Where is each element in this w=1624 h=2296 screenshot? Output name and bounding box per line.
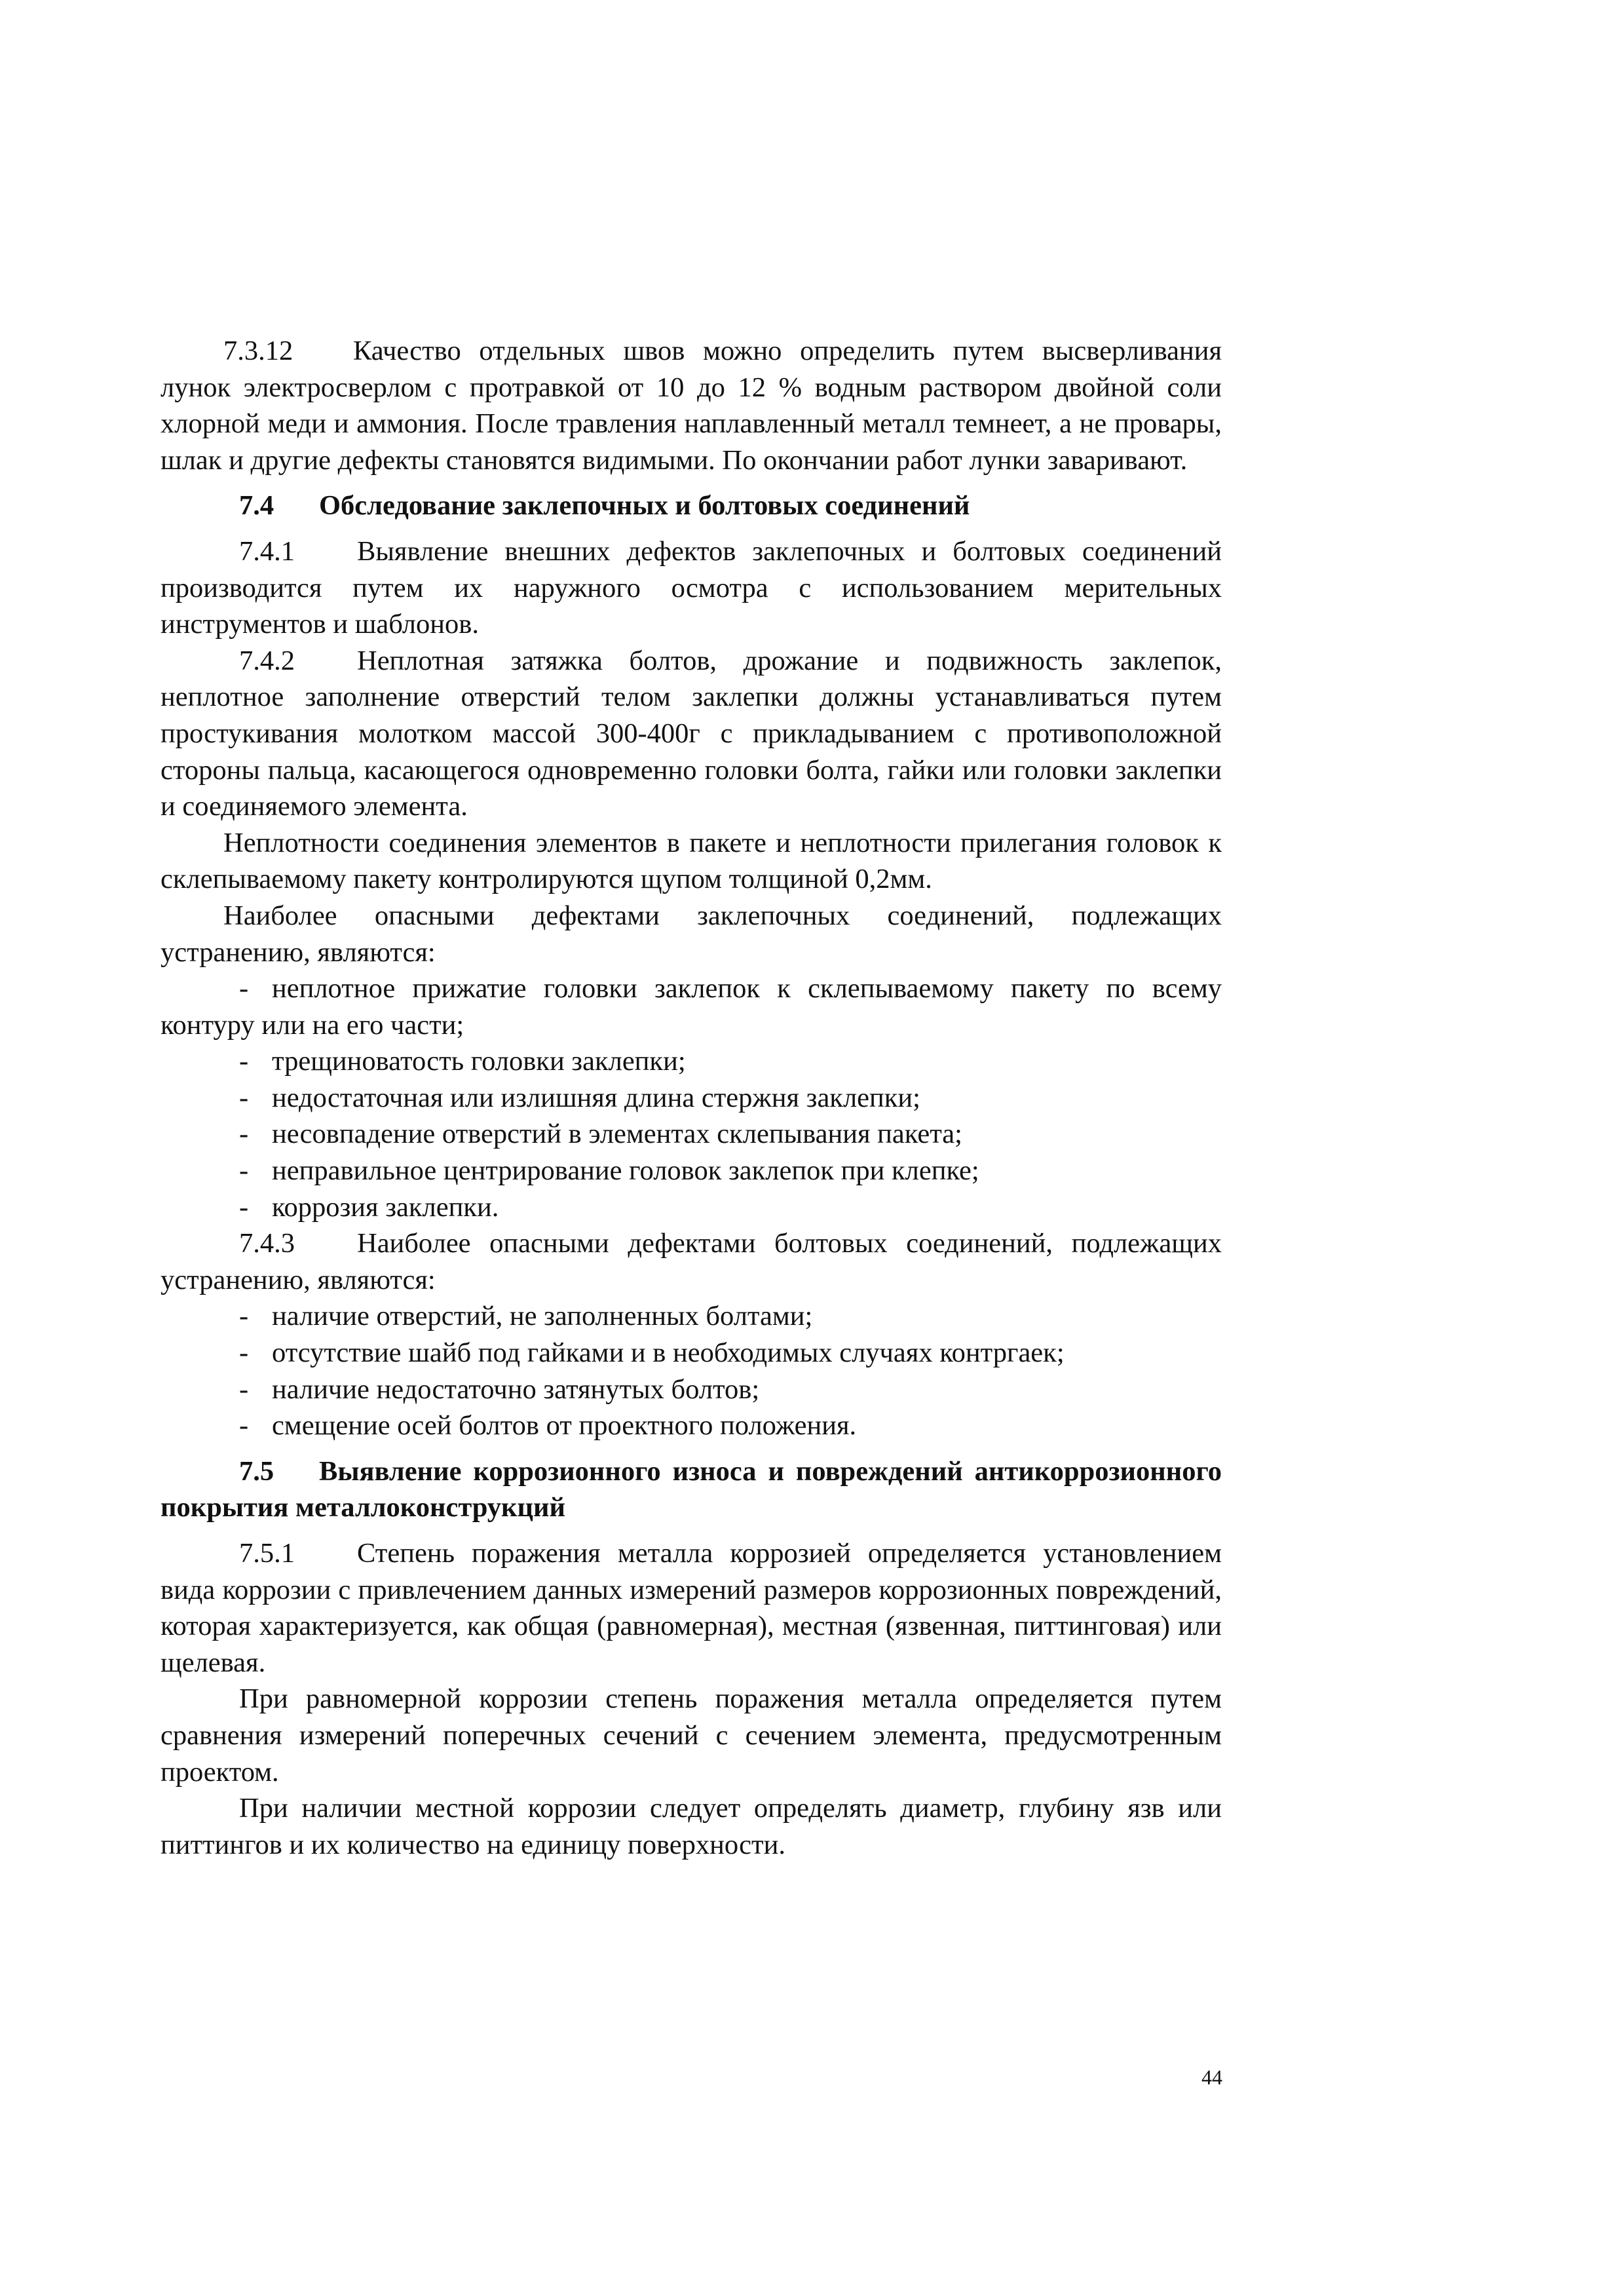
list-item-text: трещиноватость головки заклепки; [272, 1046, 686, 1077]
list-item [161, 1116, 1222, 1153]
list-dash: - [239, 1191, 249, 1223]
list-dash: - [239, 1410, 249, 1442]
clause-number: 7.5.1 [239, 1538, 295, 1569]
paragraph-7-5-1 [161, 1535, 1222, 1681]
clause-text: Неплотная затяжка болтов, дрожание и подвижность заклепок, неплотное заполнение отверстий телом заклепки должны устанавливаться путем простукивания молотком массой 300-400г с прикладыванием с противоположной стороны пальца, касающегося одновременно головки болта, гайки или головки заклепки и соединяемого элемента. [161, 645, 1222, 822]
clause-number: 7.4.1 [239, 535, 295, 567]
page-number: 44 [1201, 2065, 1222, 2089]
paragraph-uniform-corrosion: При равномерной коррозии степень поражения металла определяется путем сравнения измерений поперечных сечений с сечением элемента, предусмотренным проектом. [161, 1683, 1222, 1788]
document-body [161, 333, 1222, 1863]
paragraph-7-4-3 [161, 1225, 1222, 1298]
list-item [161, 1189, 1222, 1226]
list-dash: - [239, 1337, 249, 1369]
list-item [161, 1153, 1222, 1189]
paragraph-local-corrosion: При наличии местной коррозии следует определять диаметр, глубину язв или питтингов и их количество на единицу поверхности. [161, 1793, 1222, 1860]
paragraph-7-4-2 [161, 643, 1222, 825]
bolt-defects-list [161, 1298, 1222, 1444]
list-item-text: недостаточная или излишняя длина стержня заклепки; [272, 1082, 920, 1113]
clause-text: Наиболее опасными дефектами болтовых соединений, подлежащих устранению, являются: [161, 1228, 1222, 1295]
list-dash: - [239, 1082, 249, 1113]
clause-text: Степень поражения металла коррозией определяется установлением вида коррозии с привлечением данных измерений размеров коррозионных повреждений, которая характеризуется, как общая (равномерная), местная (язвенная, питтинговая) или щелевая. [161, 1538, 1222, 1678]
section-title: Выявление коррозионного износа и повреждений антикоррозионного покрытия металлоконструкций [161, 1455, 1222, 1523]
clause-text: Выявление внешних дефектов заклепочных и болтовых соединений производится путем их наружного осмотра с использованием мерительных инструментов и шаблонов. [161, 535, 1222, 640]
list-item-text: наличие отверстий, не заполненных болтами; [272, 1301, 813, 1332]
list-item-text: отсутствие шайб под гайками и в необходимых случаях контргаек; [272, 1337, 1065, 1369]
paragraph-7-3-12 [161, 333, 1222, 478]
list-dash: - [239, 1046, 249, 1077]
list-item-text: несовпадение отверстий в элементах склепывания пакета; [272, 1119, 962, 1150]
list-item-text: смещение осей болтов от проектного положения. [272, 1410, 857, 1442]
section-heading-7-4 [161, 488, 1222, 524]
list-item [161, 1371, 1222, 1408]
rivet-defects-list [161, 970, 1222, 1225]
list-dash: - [239, 1119, 249, 1150]
list-dash: - [239, 1301, 249, 1332]
list-item [161, 1080, 1222, 1117]
list-item-text: неплотное прижатие головки заклепок к склепываемому пакету по всему контуру или на его части; [161, 973, 1222, 1041]
section-number: 7.4 [239, 490, 274, 522]
list-item [161, 1298, 1222, 1335]
section-number: 7.5 [239, 1455, 274, 1487]
paragraph-7-4-1 [161, 533, 1222, 643]
list-item [161, 1043, 1222, 1080]
paragraph-leaks: Неплотности соединения элементов в пакете и неплотности прилегания головок к склепываемому пакету контролируются щупом толщиной 0,2мм. [161, 827, 1222, 895]
section-title: Обследование заклепочных и болтовых соединений [319, 490, 970, 522]
list-dash: - [239, 1373, 249, 1405]
clause-text: Качество отдельных швов можно определить путем высверливания лунок электросверлом с протравкой от 10 до 12 % водным раствором двойной соли хлорной меди и аммония. После травления наплавленный металл темнеет, а не провары, шлак и другие дефекты становятся видимыми. По окончании работ лунки заваривают. [161, 335, 1222, 476]
list-item-text: неправильное центрирование головок заклепок при клепке; [272, 1155, 979, 1187]
clause-number: 7.4.3 [239, 1228, 295, 1259]
paragraph-rivet-defects-intro: Наиболее опасными дефектами заклепочных соединений, подлежащих устранению, являются: [161, 900, 1222, 968]
list-item [161, 1407, 1222, 1444]
section-heading-7-5 [161, 1453, 1222, 1526]
list-item [161, 970, 1222, 1043]
clause-number: 7.4.2 [239, 645, 295, 676]
list-dash: - [239, 973, 249, 1004]
list-item-text: коррозия заклепки. [272, 1191, 499, 1223]
clause-number: 7.3.12 [223, 335, 293, 366]
list-dash: - [239, 1155, 249, 1187]
list-item [161, 1335, 1222, 1371]
list-item-text: наличие недостаточно затянутых болтов; [272, 1373, 760, 1405]
